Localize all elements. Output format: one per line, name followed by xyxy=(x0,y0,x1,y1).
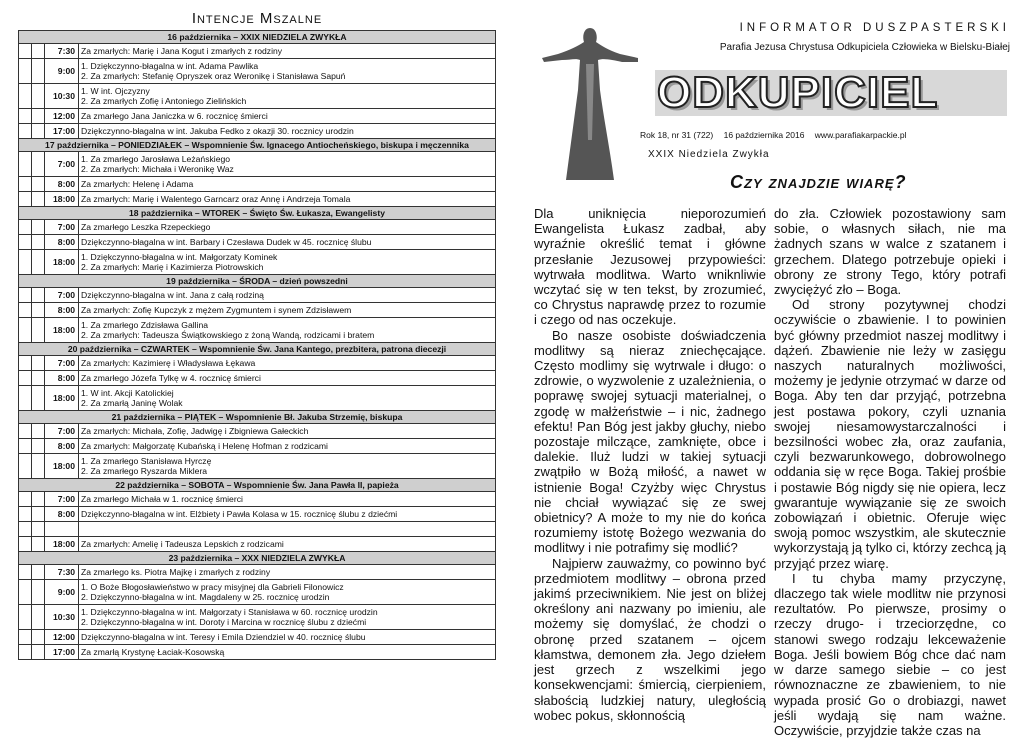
intention-row xyxy=(19,44,496,59)
website-link[interactable]: www.parafiakarpackie.pl xyxy=(814,130,907,140)
intentions-heading: Intencje Mszalne xyxy=(191,10,323,27)
blank-cell xyxy=(19,152,32,177)
blank-cell xyxy=(19,220,32,235)
masthead xyxy=(650,22,1010,59)
blank-cell xyxy=(32,439,45,454)
paragraph: Od strony pozytywnej chodzi oczywiście o zbawienie. I to powinien być główny przedmiot naszej modlitwy i dążeń. Zbawienie nie leży w zasięgu naszych naturalnych możliwości, możemy je jedynie otrzymać w darze od Boga. Aby ten dar przyjąć, potrzebna jest postawa pokory, czyli uznania swojej niesamowystarczalności i bezsilności wobec zła, oraz zaufania, czyli bezwarunkowego, dobrowolnego oddania się w ręce Boga. Takiej prośbie i postawie Bóg nigdy się nie opiera, lecz gwarantuje wywiązanie się ze swoich zobowiązań i obietnic. Oferuje więc swoją pomoc wszystkim, ale skutecznie wykorzystają ją tylko ci, którzy zechcą ją przyjąć przez wiarę. xyxy=(774,297,1006,571)
blank-cell xyxy=(32,537,45,552)
mass-time: 18:00 xyxy=(45,386,79,411)
blank-cell xyxy=(19,645,32,660)
mass-time: 7:00 xyxy=(45,492,79,507)
intention-line: 2. Za zmarłych: Michała i Weronikę Waz xyxy=(81,164,234,174)
blank-cell xyxy=(32,177,45,192)
intention-line: 1. O Boże Błogosławieństwo w pracy misyjnej dla Gabrieli Filonowicz xyxy=(81,582,344,592)
intention-row xyxy=(19,454,496,479)
blank-cell xyxy=(19,44,32,59)
intention-text xyxy=(79,492,496,507)
blank-cell xyxy=(32,386,45,411)
mass-time: 8:00 xyxy=(45,177,79,192)
day-header-row xyxy=(19,552,496,565)
issue-date: 16 października 2016 xyxy=(723,130,805,140)
intention-line: 1. Dziękczynno-błagalna w int. Małgorzaty Kominek xyxy=(81,252,278,262)
day-header: 18 października – WTOREK – Święto Św. Łukasza, Ewangelisty xyxy=(19,207,496,220)
intention-text xyxy=(79,303,496,318)
intention-row xyxy=(19,522,496,537)
mass-time: 8:00 xyxy=(45,439,79,454)
intention-text xyxy=(79,454,496,479)
intention-row xyxy=(19,507,496,522)
intention-line: Za zmarłego Leszka Rzepeckiego xyxy=(81,222,211,232)
mass-time: 7:00 xyxy=(45,356,79,371)
intention-line: Za zmarłych: Amelię i Tadeusza Lepskich z rodzicami xyxy=(81,539,284,549)
christ-statue-image xyxy=(540,20,640,185)
blank-cell xyxy=(19,454,32,479)
day-header-row xyxy=(19,275,496,288)
article-column-1 xyxy=(534,206,766,723)
intention-line: 1. Za zmarłego Jarosława Leżańskiego xyxy=(81,154,231,164)
intention-line: Dziękczynno-błagalna w int. Barbary i Czesława Dudek w 45. rocznicę ślubu xyxy=(81,237,372,247)
intention-line: 1. W int. Ojczyzny xyxy=(81,86,150,96)
blank-cell xyxy=(19,424,32,439)
intention-row xyxy=(19,386,496,411)
day-header: 20 października – CZWARTEK – Wspomnienie Św. Jana Kantego, prezbitera, patrona diecezji xyxy=(19,343,496,356)
mass-time: 8:00 xyxy=(45,303,79,318)
intention-text xyxy=(79,507,496,522)
intention-row xyxy=(19,371,496,386)
intention-line: 2. Za zmarłych: Tadeusza Świątkowskiego z żoną Wandą, rodzicami i bratem xyxy=(81,330,375,340)
intention-text xyxy=(79,565,496,580)
intention-row xyxy=(19,220,496,235)
blank-cell xyxy=(32,492,45,507)
newsletter-page xyxy=(520,0,1024,738)
intention-text xyxy=(79,537,496,552)
blank-cell xyxy=(19,59,32,84)
mass-time: 18:00 xyxy=(45,537,79,552)
blank-cell xyxy=(32,192,45,207)
day-header: 16 października – XXIX NIEDZIELA ZWYKŁA xyxy=(19,31,496,44)
day-header: 21 października – PIĄTEK – Wspomnienie Bł. Jakuba Strzemię, biskupa xyxy=(19,411,496,424)
intention-line: Dziękczynno-błagalna w int. Jakuba Fedko z okazji 30. rocznicy urodzin xyxy=(81,126,354,136)
day-header-row xyxy=(19,343,496,356)
blank-cell xyxy=(32,522,45,537)
mass-time: 8:00 xyxy=(45,235,79,250)
blank-cell xyxy=(32,356,45,371)
intention-row xyxy=(19,288,496,303)
intention-text xyxy=(79,318,496,343)
intention-text xyxy=(79,371,496,386)
intention-line: 2. Za zmarłą Janinę Wolak xyxy=(81,398,183,408)
intention-text xyxy=(79,630,496,645)
intention-line: 1. Za zmarłego Stanisława Hyrczę xyxy=(81,456,212,466)
mass-time: 7:00 xyxy=(45,152,79,177)
intention-row xyxy=(19,537,496,552)
day-header-row xyxy=(19,207,496,220)
blank-cell xyxy=(32,371,45,386)
intention-line: Dziękczynno-błagalna w int. Jana z całą rodziną xyxy=(81,290,264,300)
intention-text xyxy=(79,235,496,250)
intention-text xyxy=(79,386,496,411)
intention-line: 2. Za zmarłych Zofię i Antoniego Zielińskich xyxy=(81,96,247,106)
intention-row xyxy=(19,439,496,454)
intention-text xyxy=(79,605,496,630)
blank-cell xyxy=(32,424,45,439)
intention-line: 2. Za zmarłych: Marię i Kazimierza Piotrowskich xyxy=(81,262,264,272)
intention-text xyxy=(79,84,496,109)
article-column-2 xyxy=(774,206,1006,738)
blank-cell xyxy=(32,507,45,522)
mass-time: 18:00 xyxy=(45,250,79,275)
mass-time: 17:00 xyxy=(45,124,79,139)
blank-cell xyxy=(19,386,32,411)
intention-row xyxy=(19,645,496,660)
paragraph: Najpierw zauważmy, co powinno być przedmiotem modlitwy – obrona przed jakimś przeciwnikiem. Nie jest on bliżej określony ani nazwany po imieniu, ale możemy się domyślać, że chodzi o obronę przed szatanem – ojcem kłamstwa, demonem zła. Jego dziełem jest grzech z wszelkimi jego konsekwencjami: śmiercią, cierpieniem, słabością ludzkiej natury, uległością wobec pokus, skłonnością xyxy=(534,555,766,723)
intention-line: Za zmarłych: Michała, Zofię, Jadwigę i Zbigniewa Gałeckich xyxy=(81,426,309,436)
mass-time: 18:00 xyxy=(45,192,79,207)
intention-line: Dziękczynno-błagalna w int. Elżbiety i Pawła Kolasa w 15. rocznicę ślubu z dziećmi xyxy=(81,509,398,519)
day-header: 23 października – XXX NIEDZIELA ZWYKŁA xyxy=(19,552,496,565)
issue-number: Rok 18, nr 31 (722) xyxy=(640,130,714,140)
intention-line: Za zmarłych: Marię i Walentego Garncarz oraz Annę i Andrzeja Tomala xyxy=(81,194,351,204)
intention-line: Za zmarłych: Zofię Kupczyk z mężem Zygmuntem i synem Zdzisławem xyxy=(81,305,352,315)
intention-line: Za zmarłego Józefa Tylkę w 4. rocznicę śmierci xyxy=(81,373,261,383)
blank-cell xyxy=(32,124,45,139)
intention-text xyxy=(79,109,496,124)
intention-text xyxy=(79,356,496,371)
intention-line: 1. W int. Akcji Katolickiej xyxy=(81,388,174,398)
blank-cell xyxy=(32,235,45,250)
mass-time: 7:00 xyxy=(45,288,79,303)
mass-time: 7:30 xyxy=(45,44,79,59)
mass-time: 17:00 xyxy=(45,645,79,660)
mass-time: 8:00 xyxy=(45,371,79,386)
blank-cell xyxy=(19,356,32,371)
liturgical-sunday: XXIX Niedziela Zwykła xyxy=(648,149,770,160)
day-header: 19 października – ŚRODA – dzień powszedni xyxy=(19,275,496,288)
intention-line: Za zmarłych: Kazimierę i Władysława Łękawa xyxy=(81,358,256,368)
day-header-row xyxy=(19,479,496,492)
intention-line: Za zmarłych: Małgorzatę Kubańską i Helenę Hofman z rodzicami xyxy=(81,441,328,451)
blank-cell xyxy=(19,439,32,454)
mass-time: 10:30 xyxy=(45,605,79,630)
blank-cell xyxy=(32,605,45,630)
intention-row xyxy=(19,59,496,84)
intention-line: Za zmarłego Michała w 1. rocznicę śmierci xyxy=(81,494,243,504)
blank-cell xyxy=(32,250,45,275)
intention-text xyxy=(79,424,496,439)
intention-row xyxy=(19,630,496,645)
intention-line: 1. Dziękczynno-błagalna w int. Adama Pawlika xyxy=(81,61,259,71)
mass-intentions xyxy=(18,10,496,660)
blank-cell xyxy=(19,288,32,303)
day-header-row xyxy=(19,139,496,152)
mass-time: 18:00 xyxy=(45,454,79,479)
blank-cell xyxy=(19,303,32,318)
intention-text xyxy=(79,124,496,139)
issue-info xyxy=(640,130,914,140)
blank-cell xyxy=(32,59,45,84)
intention-line: Za zmarłego Jana Janiczka w 6. rocznicę śmierci xyxy=(81,111,268,121)
blank-cell xyxy=(32,84,45,109)
blank-cell xyxy=(32,318,45,343)
intention-row xyxy=(19,565,496,580)
blank-cell xyxy=(19,580,32,605)
mass-time: 7:00 xyxy=(45,424,79,439)
blank-cell xyxy=(32,630,45,645)
intention-line: 1. Dziękczynno-błagalna w int. Małgorzaty i Stanisława w 60. rocznicę urodzin xyxy=(81,607,378,617)
intention-row xyxy=(19,580,496,605)
intention-row xyxy=(19,605,496,630)
blank-cell xyxy=(32,109,45,124)
day-header-row xyxy=(19,31,496,44)
day-header-row xyxy=(19,411,496,424)
mass-time: 7:00 xyxy=(45,220,79,235)
blank-cell xyxy=(32,454,45,479)
intention-text xyxy=(79,44,496,59)
article-heading: Czy znajdzie wiarę? xyxy=(730,172,907,192)
intention-text xyxy=(79,288,496,303)
parish-name: Parafia Jezusa Chrystusa Odkupiciela Człowieka w Bielsku-Białej xyxy=(719,42,1010,53)
blank-cell xyxy=(19,507,32,522)
mass-time: 7:30 xyxy=(45,565,79,580)
blank-cell xyxy=(32,152,45,177)
blank-cell xyxy=(32,220,45,235)
paragraph: Bo nasze osobiste doświadczenia modlitwy są nieraz zniechęcające. Często modlimy się wytrwale i długo: o zdrowie, o wyzwolenie z uzależnienia, o poprawę swojej sytuacji materialnej, o zgodę w małżeństwie – i nic, żadnego efektu! Pan Bóg jest jakby głuchy, niebo pozostaje milczące, zamknięte, obce i dalekie. Iluż ludzi w takiej sytuacji zwątpiło w Bożą miłość, a nawet w istnienie Boga! Czyżby więc Chrystus nie chciał wywiązać się ze swej obietnicy? A może to my nie do końca rozumiemy istotę Bożego wezwania do modlitwy i nie potrafimy się modlić? xyxy=(534,327,766,556)
intention-line: 2. Za zmarłych: Stefanię Opryszek oraz Weronikę i Stanisława Sapuń xyxy=(81,71,346,81)
blank-cell xyxy=(19,371,32,386)
intention-text xyxy=(79,645,496,660)
blank-cell xyxy=(19,630,32,645)
mass-time xyxy=(45,522,79,537)
intention-line: 2. Dziękczynno-błagalna w int. Magdaleny w 25. rocznicę urodzin xyxy=(81,592,330,602)
intention-row xyxy=(19,177,496,192)
mass-time: 18:00 xyxy=(45,318,79,343)
intention-row xyxy=(19,152,496,177)
intention-row xyxy=(19,250,496,275)
blank-cell xyxy=(19,192,32,207)
blank-cell xyxy=(32,580,45,605)
blank-cell xyxy=(19,605,32,630)
intention-line: Dziękczynno-błagalna w int. Teresy i Emila Dziendziel w 40. rocznicę ślubu xyxy=(81,632,366,642)
day-header: 22 października – SOBOTA – Wspomnienie Św. Jana Pawła II, papieża xyxy=(19,479,496,492)
intention-text xyxy=(79,522,496,537)
intention-row xyxy=(19,192,496,207)
mass-time: 10:30 xyxy=(45,84,79,109)
blank-cell xyxy=(19,109,32,124)
intention-text xyxy=(79,152,496,177)
blank-cell xyxy=(19,84,32,109)
intention-text xyxy=(79,250,496,275)
blank-cell xyxy=(19,318,32,343)
blank-cell xyxy=(19,250,32,275)
intention-row xyxy=(19,84,496,109)
paragraph: I tu chyba mamy przyczynę, dlaczego tak wiele modlitw nie przynosi rezultatów. Po pierwsze, prosimy o rzeczy drugo- i trzeciorzędne, co stanowi swego rodzaju lekceważenie Boga. Jeśli bowiem Bóg chce dać nam w darze samego siebie – co jest równoznaczne ze zbawieniem, to nie wypada prosić Go o drobiazgi, nawet jeśli wydają się nam ważne. Oczywiście, przyjdzie także czas na xyxy=(774,570,1006,738)
mass-time: 8:00 xyxy=(45,507,79,522)
newsletter-title: ODKUPICIEL xyxy=(657,68,939,117)
intention-row xyxy=(19,318,496,343)
mass-time: 9:00 xyxy=(45,59,79,84)
intention-row xyxy=(19,356,496,371)
intention-line: 1. Za zmarłego Zdzisława Gallina xyxy=(81,320,209,330)
intention-text xyxy=(79,177,496,192)
intention-row xyxy=(19,124,496,139)
informator-label: INFORMATOR DUSZPASTERSKI xyxy=(739,22,1010,34)
intention-text xyxy=(79,220,496,235)
intention-row xyxy=(19,492,496,507)
intention-line: 2. Za zmarłego Ryszarda Miklera xyxy=(81,466,208,476)
intention-row xyxy=(19,109,496,124)
blank-cell xyxy=(32,303,45,318)
blank-cell xyxy=(32,565,45,580)
mass-time: 12:00 xyxy=(45,109,79,124)
paragraph: do zła. Człowiek pozostawiony sam sobie, o własnych siłach, nie ma żadnych szans w walce z szatanem i grzechem. Dlatego potrzebuje opieki i obrony ze strony Tego, który potrafi zwyciężyć zło – Boga. xyxy=(774,206,1006,298)
blank-cell xyxy=(19,177,32,192)
blank-cell xyxy=(19,537,32,552)
mass-time: 9:00 xyxy=(45,580,79,605)
paragraph: Dla uniknięcia nieporozumień Ewangelista Łukasz zadbał, aby wyraźnie określić temat i główne przesłanie Jezusowej przypowieści: wytrwała modlitwa. Warto wniknliwie wczytać się w ten tekst, by zrozumieć, co Chrystus naprawdę przez to rozumie i czego od nas oczekuje. xyxy=(534,206,766,328)
blank-cell xyxy=(19,235,32,250)
intention-line: Za zmarłą Krystynę Łaciak-Kosowską xyxy=(81,647,225,657)
intention-line: 2. Dziękczynno-błagalna w int. Doroty i Marcina w rocznicę ślubu z dziećmi xyxy=(81,617,367,627)
blank-cell xyxy=(19,124,32,139)
intention-row xyxy=(19,303,496,318)
intention-row xyxy=(19,424,496,439)
blank-cell xyxy=(19,522,32,537)
blank-cell xyxy=(19,565,32,580)
intention-text xyxy=(79,192,496,207)
intentions-table xyxy=(18,30,496,660)
intention-row xyxy=(19,235,496,250)
blank-cell xyxy=(32,288,45,303)
blank-cell xyxy=(32,645,45,660)
blank-cell xyxy=(19,492,32,507)
day-header: 17 października – PONIEDZIAŁEK – Wspomnienie Św. Ignacego Antiocheńskiego, biskupa i męczennika xyxy=(19,139,496,152)
intention-text xyxy=(79,439,496,454)
blank-cell xyxy=(32,44,45,59)
intention-text xyxy=(79,580,496,605)
mass-time: 12:00 xyxy=(45,630,79,645)
intention-line: Za zmarłego ks. Piotra Majkę i zmarłych z rodziny xyxy=(81,567,271,577)
intention-line: Za zmarłych: Marię i Jana Kogut i zmarłych z rodziny xyxy=(81,46,283,56)
intention-line: Za zmarłych: Helenę i Adama xyxy=(81,179,194,189)
intention-text xyxy=(79,59,496,84)
